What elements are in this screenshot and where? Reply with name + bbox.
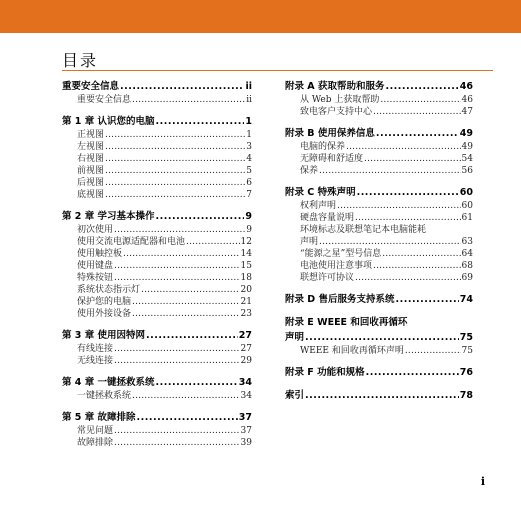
toc-sub-entry-page: 61 [461,213,473,223]
leader-dots [132,94,245,106]
toc-sub-entry-label: 声明 [300,237,319,247]
toc-sub-entry-page: 34 [240,391,252,401]
toc-sub-entry-label: WEEE 和回收再循环声明 [300,346,404,356]
toc-sub-entry[interactable] [285,236,473,248]
toc-chapter-entry[interactable] [285,126,473,141]
toc-chapter-entry[interactable] [285,79,473,94]
toc-chapter-entry[interactable] [62,328,252,343]
toc-chapter-entry-page: 60 [459,187,473,198]
toc-sub-entry-page: 37 [240,426,252,436]
toc-chapter-entry[interactable] [285,292,473,307]
toc-sub-entry[interactable] [62,189,252,201]
toc-sub-entry[interactable] [285,248,473,260]
leader-dots [357,185,459,200]
leader-dots [132,390,240,402]
toc-sub-entry-page: 27 [240,344,252,354]
toc-chapter-entry-label: 索引 [285,390,305,401]
toc-sub-entry-page: 4 [246,154,252,164]
toc-chapter-entry[interactable] [285,365,473,380]
toc-chapter-entry-label: 第 4 章 一键拯救系统 [62,377,155,388]
toc-sub-entry-page: 21 [240,297,252,307]
toc-sub-entry-label: 正视图 [77,130,105,140]
toc-sub-entry-page: 18 [240,273,252,283]
toc-sub-entry[interactable] [285,165,473,177]
leader-dots [346,141,461,153]
toc-sub-entry-label: 有线连接 [77,344,114,354]
leader-dots [380,94,460,106]
toc-sub-entry[interactable] [62,308,252,320]
toc-sub-entry[interactable] [62,437,252,449]
leader-dots [156,375,238,390]
toc-chapter-entry-label: 附录 A 获取帮助和服务 [285,81,385,92]
toc-chapter-entry-page: 9 [245,211,252,222]
toc-sub-entry[interactable] [62,425,252,437]
leader-dots [376,126,459,141]
toc-sub-entry[interactable] [62,390,252,402]
toc-chapter-entry-page: 27 [238,330,252,341]
toc-sub-entry-label: 重要安全信息 [77,95,132,105]
toc-section [62,79,252,106]
toc-sub-entry-page: 49 [461,142,473,152]
toc-sub-entry-label: 一键拯救系统 [77,391,132,401]
toc-section [285,388,473,403]
leader-dots [105,177,245,189]
toc-sub-entry-label: “能源之星”型号信息 [300,249,382,259]
toc-sub-entry-page: 39 [240,438,252,448]
toc-sub-entry-label: 从 Web 上获取帮助 [300,95,380,105]
leader-dots [366,365,459,380]
toc-sub-entry-page: 7 [246,190,252,200]
toc-sub-entry[interactable] [285,200,473,212]
toc-sub-entry-page: ii [246,95,252,105]
toc-chapter-entry-label: 第 5 章 故障排除 [62,412,136,423]
toc-sub-entry-page: 20 [240,285,252,295]
leader-dots [396,292,459,307]
leader-dots [123,248,240,260]
leader-dots [146,328,238,343]
toc-sub-entry-page: 56 [461,166,473,176]
leader-dots [105,141,245,153]
toc-sub-entry-page: 68 [461,261,473,271]
toc-sub-entry-label: 保护您的电脑 [77,297,132,307]
toc-sub-entry-page: 46 [461,95,473,105]
toc-sub-entry[interactable] [62,248,252,260]
toc-chapter-entry[interactable] [285,185,473,200]
toc-sub-entry[interactable] [285,272,473,284]
toc-sub-entry[interactable] [62,355,252,367]
toc-sub-entry-label: 前视图 [77,166,105,176]
toc-sub-entry-label: 电池使用注意事项 [300,261,373,271]
toc-sub-entry-label: 致电客户支持中心 [300,107,373,117]
toc-sub-entry[interactable] [285,345,473,357]
toc-sub-entry-label: 权利声明 [300,201,337,211]
leader-dots [305,330,459,345]
toc-chapter-entry-page: ii [245,81,252,92]
toc-sub-entry-label: 初次使用 [77,225,114,235]
leader-dots [114,272,240,284]
toc-chapter-entry[interactable] [62,410,252,425]
page-number: i [480,475,485,488]
toc-sub-entry-page: 6 [246,178,252,188]
toc-sub-entry-label: 底视图 [77,190,105,200]
toc-sub-entry[interactable] [62,260,252,272]
toc-chapter-entry-page: 37 [238,412,252,423]
toc-sub-entry[interactable] [62,343,252,355]
leader-dots [305,388,459,403]
leader-dots [114,224,245,236]
toc-chapter-entry[interactable] [62,114,252,129]
leader-dots [114,343,240,355]
top-color-band [0,0,521,33]
toc-sub-entry[interactable] [285,141,473,153]
leader-dots [137,410,238,425]
toc-chapter-entry-label: 第 3 章 使用因特网 [62,330,146,341]
leader-dots [114,437,240,449]
title-divider [62,70,493,71]
toc-sub-entry-page: 29 [240,356,252,366]
leader-dots [373,260,461,272]
toc-sub-entry-label: 保养 [300,166,319,176]
toc-sub-entry-page: 47 [461,107,473,117]
toc-sub-entry[interactable] [62,94,252,106]
toc-chapter-entry-line1: 附录 E WEEE 和回收再循环 [285,317,408,328]
toc-sub-entry[interactable] [285,94,473,106]
leader-dots [114,260,240,272]
toc-chapter-entry[interactable] [285,388,473,403]
toc-section [62,209,252,320]
toc-sub-entry-label: 特殊按钮 [77,273,114,283]
leader-dots [156,114,245,129]
leader-dots [132,308,240,320]
leader-dots [319,236,461,248]
leader-dots [114,355,240,367]
toc-section [62,410,252,449]
toc-sub-entry[interactable] [62,296,252,308]
toc-sub-entry[interactable] [62,272,252,284]
toc-sub-entry-label: 使用触控板 [77,249,123,259]
leader-dots [105,129,245,141]
toc-sub-entry-page: 3 [246,142,252,152]
toc-chapter-entry-page: 49 [459,128,473,139]
toc-sub-entry-label: 无障碍和舒适度 [300,154,364,164]
toc-sub-entry-page: 23 [240,309,252,319]
toc-sub-entry-label: 左视图 [77,142,105,152]
leader-dots [337,200,461,212]
toc-sub-entry-page: 64 [461,249,473,259]
toc-chapter-entry[interactable] [62,79,252,94]
toc-chapter-entry-page: 78 [459,390,473,401]
toc-sub-entry[interactable] [62,129,252,141]
toc-sub-entry-page: 69 [461,273,473,283]
toc-sub-entry[interactable] [62,236,252,248]
toc-sub-entry[interactable] [62,177,252,189]
toc-section [62,375,252,402]
leader-dots [105,153,245,165]
toc-sub-entry[interactable] [285,106,473,118]
toc-right-column [285,79,473,411]
toc-chapter-entry-page: 74 [459,294,473,305]
leader-dots [105,189,245,201]
toc-sub-entry-page: 1 [246,130,252,140]
toc-sub-entry-label: 系统状态指示灯 [77,285,141,295]
toc-sub-entry-page: 12 [240,237,252,247]
toc-left-column [62,79,252,457]
toc-chapter-entry-label: 附录 C 特殊声明 [285,187,356,198]
toc-chapter-entry-label: 附录 F 功能和规格 [285,367,365,378]
leader-dots [382,248,460,260]
toc-section [285,79,473,118]
toc-sub-entry-label: 联想许可协议 [300,273,355,283]
leader-dots [114,425,240,437]
toc-sub-entry-line1: 环境标志及联想笔记本电脑能耗 [300,225,427,235]
toc-sub-entry[interactable] [62,165,252,177]
toc-sub-entry-page: 15 [240,261,252,271]
toc-chapter-entry-label: 附录 B 使用保养信息 [285,128,375,139]
toc-chapter-entry-label: 附录 D 售后服务支持系统 [285,294,395,305]
leader-dots [186,236,240,248]
toc-sub-entry-label: 常见问题 [77,426,114,436]
toc-chapter-entry-page: 46 [459,81,473,92]
toc-chapter-entry-label: 第 1 章 认识您的电脑 [62,116,155,127]
toc-sub-entry[interactable] [285,153,473,165]
toc-chapter-entry-page: 75 [459,332,473,343]
toc-sub-entry-page: 60 [461,201,473,211]
leader-dots [132,296,240,308]
leader-dots [156,209,245,224]
leader-dots [373,106,461,118]
toc-sub-entry-page: 75 [461,346,473,356]
toc-sub-entry-label: 使用键盘 [77,261,114,271]
toc-chapter-entry-label: 声明 [285,332,305,343]
leader-dots [355,272,461,284]
toc-sub-entry-page: 5 [246,166,252,176]
toc-sub-entry-page: 63 [461,237,473,247]
toc-sub-entry-label: 故障排除 [77,438,114,448]
toc-chapter-entry-page: 34 [238,377,252,388]
toc-chapter-entry-label: 重要安全信息 [62,81,120,92]
toc-section [285,185,473,284]
toc-sub-entry[interactable] [62,141,252,153]
toc-sub-entry[interactable] [285,260,473,272]
toc-chapter-entry-page: 1 [245,116,252,127]
toc-sub-entry-label: 右视图 [77,154,105,164]
leader-dots [364,153,461,165]
toc-sub-entry[interactable] [62,224,252,236]
toc-sub-entry[interactable] [62,153,252,165]
toc-chapter-entry[interactable] [62,209,252,224]
toc-sub-entry-page: 54 [461,154,473,164]
leader-dots [141,284,240,296]
toc-sub-entry-label: 硬盘容量说明 [300,213,355,223]
toc-sub-entry-label: 使用外接设备 [77,309,132,319]
toc-sub-entry-label: 电脑的保养 [300,142,346,152]
toc-section [285,126,473,177]
leader-dots [385,79,458,94]
toc-section [62,328,252,367]
toc-section [285,315,473,357]
toc-section [62,114,252,201]
toc-sub-entry-page: 9 [246,225,252,235]
toc-sub-entry[interactable] [62,284,252,296]
toc-sub-entry-label: 无线连接 [77,356,114,366]
toc-chapter-entry-label: 第 2 章 学习基本操作 [62,211,155,222]
toc-section [285,292,473,307]
toc-sub-entry-label: 使用交流电源适配器和电池 [77,237,186,247]
leader-dots [120,79,244,94]
toc-section [285,365,473,380]
leader-dots [355,212,461,224]
page-title: 目录 [62,51,99,70]
leader-dots [105,165,245,177]
leader-dots [405,345,461,357]
toc-sub-entry-label: 后视图 [77,178,105,188]
toc-chapter-entry[interactable] [62,375,252,390]
toc-sub-entry[interactable] [285,212,473,224]
toc-chapter-entry-page: 76 [459,367,473,378]
leader-dots [319,165,461,177]
toc-sub-entry-page: 14 [240,249,252,259]
toc-chapter-entry[interactable] [285,330,473,345]
